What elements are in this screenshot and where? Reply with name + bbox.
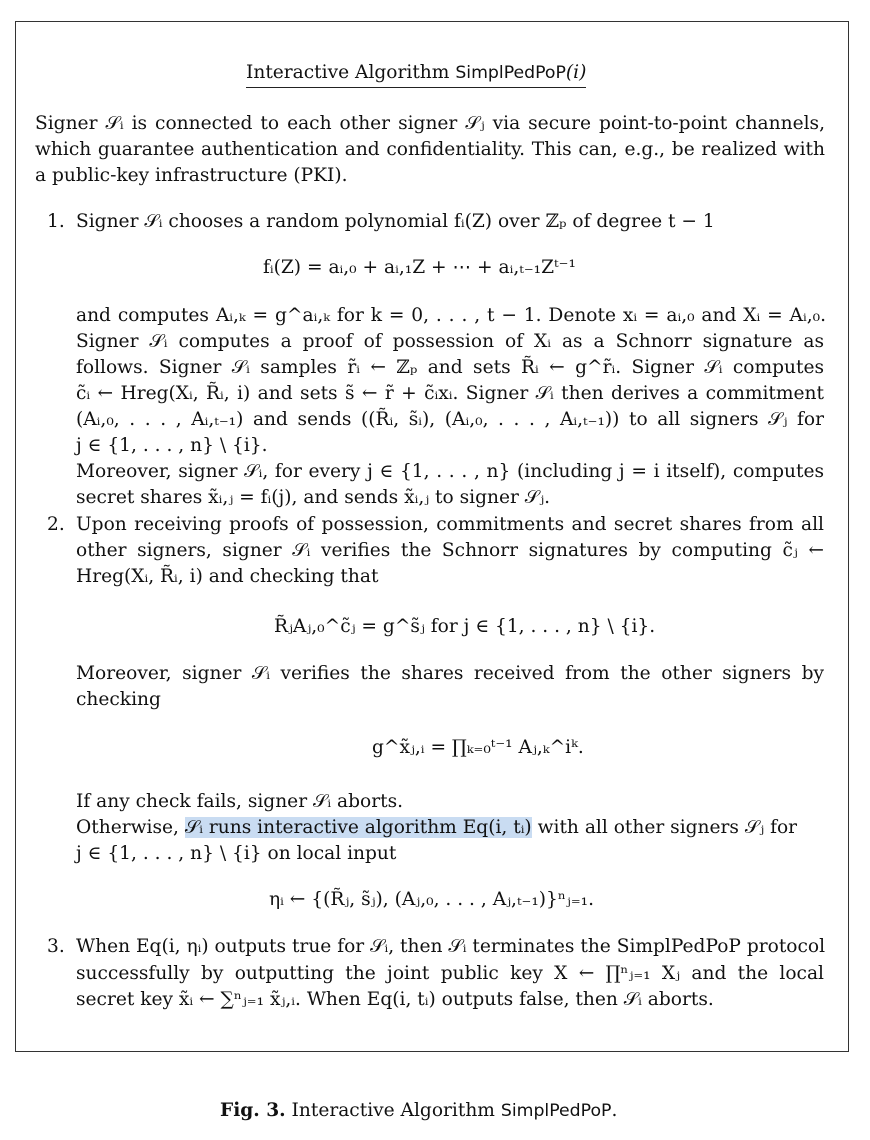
step-2-line-6: If any check fails, signer 𝒮ᵢ aborts.: [76, 791, 404, 812]
step-2-equation-schnorr-check: R̃ⱼAⱼ,₀^c̃ⱼ = g^s̃ⱼ for j ∈ {1, . . . , n} \ {i}.: [274, 616, 656, 637]
step-3-line-3: secret key x̃ᵢ ← ∑ⁿⱼ₌₁ x̃ⱼ,ᵢ. When Eq(i, tᵢ) outputs false, then 𝒮ᵢ aborts.: [76, 989, 714, 1010]
step-2-line-2: other signers, signer 𝒮ᵢ verifies the Schnorr signatures by computing c̃ⱼ ←: [76, 540, 824, 561]
step-1-line-8: Moreover, signer 𝒮ᵢ, for every j ∈ {1, . . . , n} (including j = i itself), computes: [76, 461, 824, 482]
step-2-line-5: checking: [76, 689, 161, 710]
caption-name: SimplPedPoP: [500, 1101, 612, 1121]
step-2-line-7: [76, 815, 797, 841]
step-1-line-3: Signer 𝒮ᵢ computes a proof of possession of Xᵢ as a Schnorr signature as: [76, 331, 824, 352]
caption-text: Interactive Algorithm: [285, 1100, 501, 1121]
step-1-line-9: secret shares x̃ᵢ,ⱼ = fᵢ(j), and sends x̃ᵢ,ⱼ to signer 𝒮ⱼ.: [76, 487, 551, 508]
step-1-line-6: (Aᵢ,₀, . . . , Aᵢ,ₜ₋₁) and sends ((R̃ᵢ, s̃ᵢ), (Aᵢ,₀, . . . , Aᵢ,ₜ₋₁)) to all signers 𝒮ⱼ for: [76, 409, 824, 430]
step-1-line-7: j ∈ {1, . . . , n} \ {i}.: [76, 435, 268, 456]
algorithm-title: [246, 60, 586, 88]
intro-line-1: Signer 𝒮ᵢ is connected to each other signer 𝒮ⱼ via secure point-to-point channels,: [35, 113, 825, 134]
step-1-line-2: and computes Aᵢ,ₖ = g^aᵢ,ₖ for k = 0, . . . , t − 1. Denote xᵢ = aᵢ,₀ and Xᵢ = Aᵢ,₀.: [76, 305, 826, 326]
caption-end: .: [611, 1100, 618, 1121]
step-2-number: 2.: [47, 514, 65, 535]
figure-caption: [220, 1098, 617, 1124]
step-3-number: 3.: [47, 936, 65, 957]
step-1-equation-polynomial: fᵢ(Z) = aᵢ,₀ + aᵢ,₁Z + ⋯ + aᵢ,ₜ₋₁Zᵗ⁻¹: [263, 257, 576, 278]
step-2-line-1: Upon receiving proofs of possession, commitments and secret shares from all: [76, 514, 824, 535]
step-2-line-3: Hreg(Xᵢ, R̃ᵢ, i) and checking that: [76, 566, 379, 587]
step-1-line-5: c̃ᵢ ← Hreg(Xᵢ, R̃ᵢ, i) and sets s̃ ← r̃ + c̃ᵢxᵢ. Signer 𝒮ᵢ then derives a commitment: [76, 383, 824, 404]
title-name: SimplPedPoP: [455, 63, 566, 83]
step-2-line-7-end: with all other signers 𝒮ⱼ for: [531, 817, 798, 838]
step-2-line-4: Moreover, signer 𝒮ᵢ verifies the shares received from the other signers by: [76, 663, 824, 684]
highlighted-text: 𝒮ᵢ runs interactive algorithm Eq(i, tᵢ): [184, 817, 532, 838]
step-2-equation-local-input: ηᵢ ← {(R̃ⱼ, s̃ⱼ), (Aⱼ,₀, . . . , Aⱼ,ₜ₋₁)}ⁿⱼ₌₁.: [269, 889, 595, 910]
step-1-number: 1.: [47, 211, 65, 232]
step-1-line-1: Signer 𝒮ᵢ chooses a random polynomial fᵢ(Z) over ℤₚ of degree t − 1: [76, 211, 715, 232]
step-2-line-7-start: Otherwise,: [76, 817, 185, 838]
step-2-equation-share-check: g^x̃ⱼ,ᵢ = ∏ₖ₌₀ᵗ⁻¹ Aⱼ,ₖ^iᵏ.: [372, 737, 584, 758]
caption-label: Fig. 3.: [220, 1100, 286, 1121]
title-prefix: Interactive Algorithm: [246, 62, 456, 83]
title-arg: (i): [565, 62, 587, 83]
step-1-line-4: follows. Signer 𝒮ᵢ samples r̃ᵢ ← ℤₚ and sets R̃ᵢ ← g^r̃ᵢ. Signer 𝒮ᵢ computes: [76, 357, 824, 378]
step-3-line-1: When Eq(i, ηᵢ) outputs true for 𝒮ᵢ, then 𝒮ᵢ terminates the SimplPedPoP protocol: [76, 936, 826, 957]
intro-line-3: a public-key infrastructure (PKI).: [35, 165, 348, 186]
step-2-line-8: j ∈ {1, . . . , n} \ {i} on local input: [76, 843, 397, 864]
step-3-line-2: successfully by outputting the joint public key X ← ∏ⁿⱼ₌₁ Xⱼ and the local: [76, 963, 824, 984]
intro-line-2: which guarantee authentication and confidentiality. This can, e.g., be realized with: [35, 139, 825, 160]
